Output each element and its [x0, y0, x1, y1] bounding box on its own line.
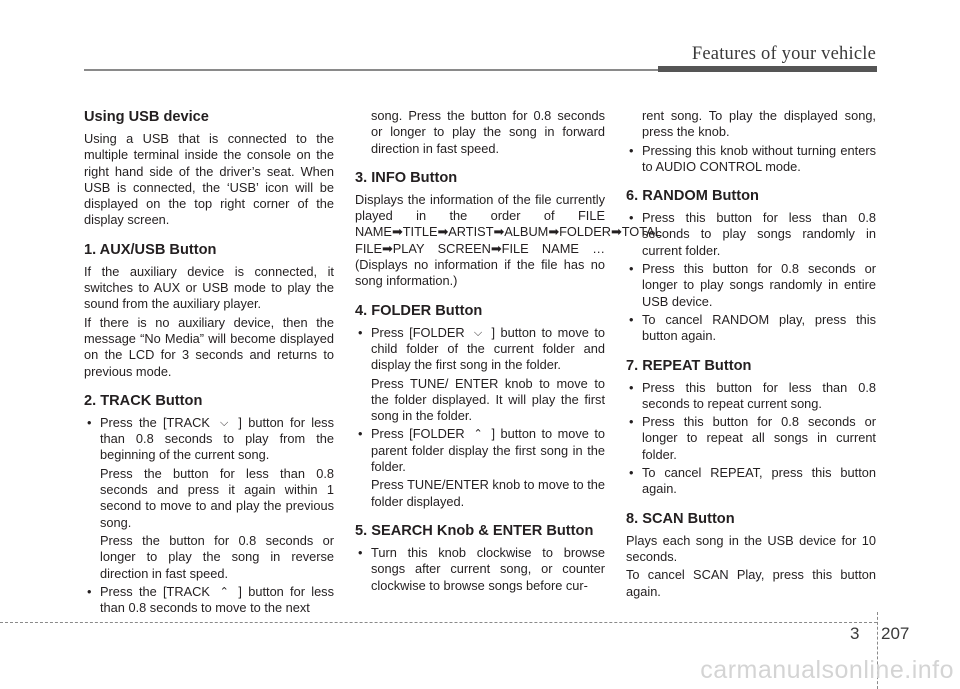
heading-repeat: 7. REPEAT Button	[626, 357, 752, 374]
chevron-up-icon: ⌃	[473, 428, 483, 441]
chapter-number: 3	[850, 624, 860, 643]
header-title: Features of your vehicle	[691, 44, 876, 64]
bullet-folder-up: • Press [FOLDER ⌃ ] button to move to parent folder display the first song in the folder.	[355, 426, 605, 475]
bullet-repeat-1: • Press this button for less than 0.8 seconds to repeat current song.	[626, 380, 876, 413]
heading-search: 5. SEARCH Knob & ENTER Button	[355, 522, 594, 539]
bullet-folder-down: • Press [FOLDER ⌵ ] button to move to child folder of the current folder and display the first song in the folder.	[355, 325, 605, 374]
bullet-random-3: • To cancel RANDOM play, press this button again.	[626, 312, 876, 345]
header-rule	[84, 69, 658, 71]
heading-aux-usb: 1. AUX/USB Button	[84, 241, 217, 258]
watermark: carmanualsonline.info	[700, 656, 954, 684]
page-number: 207	[881, 624, 910, 643]
header-bar	[658, 66, 877, 72]
chevron-up-icon: ⌃	[219, 585, 229, 598]
bullet-track-down: • Press the [TRACK ⌵ ] button for less than 0.8 seconds to play from the beginning of the current song.	[84, 415, 334, 464]
footer-divider	[0, 622, 877, 623]
chevron-down-icon: ⌵	[220, 416, 229, 429]
bullet-random-2: • Press this button for 0.8 seconds or longer to play songs randomly in entire USB device.	[626, 261, 876, 310]
para-track-next-cont: song. Press the button for 0.8 seconds or longer to play the song in forward direction in fast speed.	[371, 108, 605, 156]
column-3	[626, 108, 876, 602]
para-scan-1: Plays each song in the USB device for 10 seconds.	[626, 532, 876, 564]
column-1	[84, 108, 334, 618]
bullet-search-press: • Pressing this knob without turning enters to AUDIO CONTROL mode.	[626, 143, 876, 176]
para-aux-1: If the auxiliary device is connected, it switches to AUX or USB mode to play the sound from the auxiliary player.	[84, 263, 334, 312]
para-track-previous: Press the button for less than 0.8 seconds and press it again within 1 second to move to and play the previous song.	[100, 465, 334, 530]
chevron-down-icon: ⌵	[473, 326, 483, 339]
bullet-repeat-2: • Press this button for 0.8 seconds or longer to repeat all songs in current folder.	[626, 414, 876, 463]
bullet-repeat-3: • To cancel REPEAT, press this button again.	[626, 465, 876, 498]
heading-scan: 8. SCAN Button	[626, 510, 735, 527]
para-usb: Using a USB that is connected to the multiple terminal inside the console on the right hand side of the driver’s seat. When USB is connected, the ‘USB’ icon will be displayed on the top right corner of the display screen.	[84, 131, 334, 228]
heading-folder: 4. FOLDER Button	[355, 302, 483, 319]
bullet-track-up: • Press the [TRACK ⌃ ] button for less than 0.8 seconds to move to the next	[84, 584, 334, 617]
para-folder-parent-enter: Press TUNE/ENTER knob to move to the folder displayed.	[371, 477, 605, 509]
para-folder-child-enter: Press TUNE/ ENTER knob to move to the folder displayed. It will play the first song in the folder.	[371, 375, 605, 424]
bullet-random-1: • Press this button for less than 0.8 seconds to play songs randomly in current folder.	[626, 210, 876, 259]
heading-random: 6. RANDOM Button	[626, 188, 759, 205]
para-search-cont: rent song. To play the displayed song, press the knob.	[642, 108, 876, 140]
heading-track: 2. TRACK Button	[84, 392, 203, 409]
para-track-reverse: Press the button for 0.8 seconds or longer to play the song in reverse direction in fast speed.	[100, 532, 334, 581]
para-info: Displays the information of the file currently played in the order of FILE NAME➡TITLE➡ARTIST➡ALBUM➡FOLDER➡TOTAL FILE➡PLAY SCREEN➡FILE NAME … (Displays no information if the file has no song information.)	[355, 191, 662, 289]
column-2	[355, 108, 662, 596]
para-aux-2: If there is no auxiliary device, then the message “No Media” will become displayed on the LCD for 3 seconds and returns to previous mode.	[84, 314, 334, 379]
bullet-search-turn: • Turn this knob clockwise to browse songs after current song, or counter clockwise to browse songs before cur-	[355, 545, 605, 594]
para-scan-2: To cancel SCAN Play, press this button again.	[626, 567, 876, 599]
heading-using-usb: Using USB device	[84, 109, 209, 125]
heading-info: 3. INFO Button	[355, 169, 458, 186]
